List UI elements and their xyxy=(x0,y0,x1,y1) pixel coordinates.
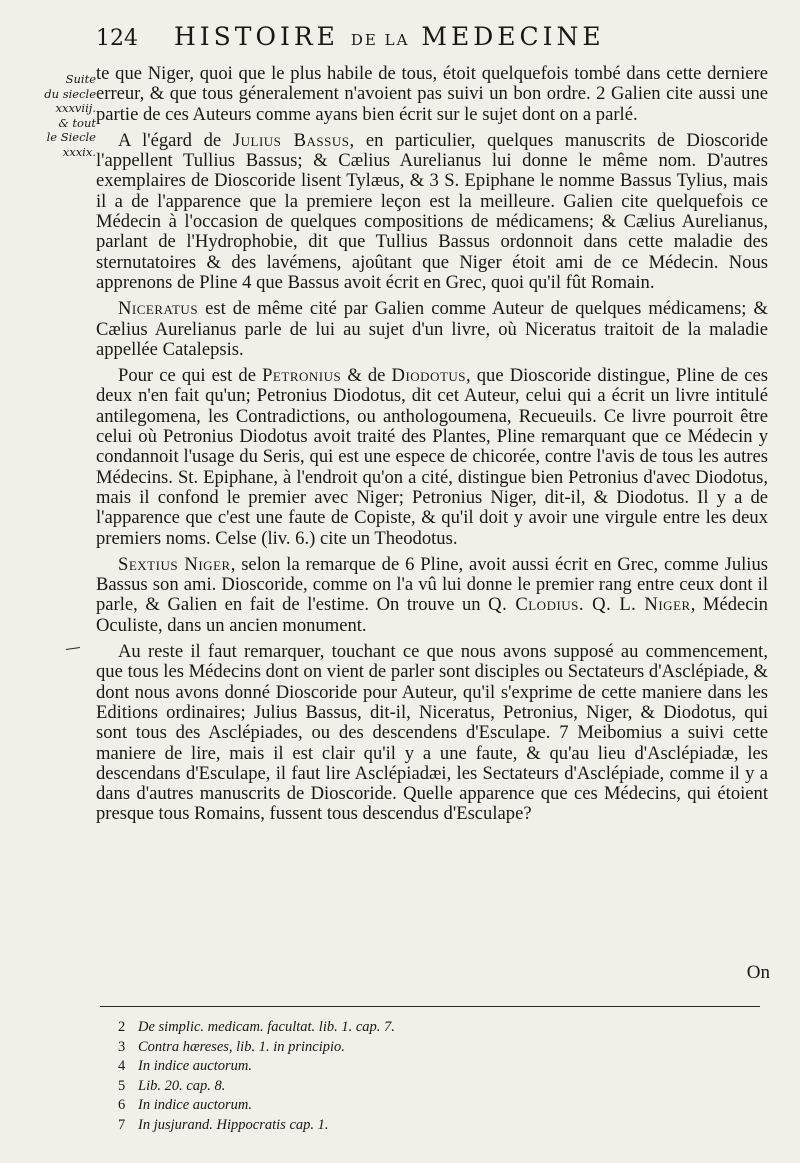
footnote xyxy=(118,1077,718,1097)
footnote xyxy=(118,1038,718,1058)
running-title xyxy=(174,22,605,51)
paragraph-4-rest: , que Dioscoride distingue, Pline de ces deux n'en fait qu'un; Petronius Diodotus, dit cet Auteur, celui qui a écrit un livre intitulé antilegomena, les Contradictions, ou anthologoumena, Recueuils. Ce livre pourroit être celui où Petronius Diodotus avoit traité des Plantes, Pline remarquant que ce Médecin y condannoit l'usage du Seris, qui est une espece de chicorée, contre l'avis de tous les autres Médecins. St. Epiphane, à l'endroit qu'on a cité, distingue bien Petronius d'avec Diodotus, mais il confond le premier avec Niger; Petronius Niger, dit-il, & Diodotus. Il y a de l'apparence que c'est une faute de Copiste, & qu'il doit y avoir une virgule entre les deux premiers noms. Celse (liv. 6.) cite un Theodotus. xyxy=(96,365,768,549)
footnote-text: De simplic. medicam. facultat. lib. 1. cap. 7. xyxy=(138,1019,395,1035)
margin-note-line: le Siecle xyxy=(46,130,96,144)
paragraph-5 xyxy=(96,555,768,636)
margin-note-line: Suite xyxy=(65,72,96,86)
footnote xyxy=(118,1018,718,1038)
paragraph-2 xyxy=(96,131,768,293)
footnote-text: In jusjurand. Hippocratis cap. 1. xyxy=(138,1116,329,1133)
margin-note-line: xxxviij. xyxy=(55,101,96,115)
footnote-rule xyxy=(100,1006,760,1007)
footnote-number: 7 xyxy=(118,1116,126,1133)
name-q-clodius: Q. Clodius. Q. L. Niger xyxy=(488,594,691,616)
paragraph-4 xyxy=(96,366,768,549)
paragraph-4-amp: & de xyxy=(341,365,392,387)
footnote-number: 6 xyxy=(118,1097,126,1114)
footnote-text: In indice auctorum. xyxy=(138,1097,252,1114)
body-text xyxy=(96,64,768,825)
footnote-number: 4 xyxy=(118,1058,126,1075)
paragraph-2-rest: , en particulier, quelques manuscrits de Dioscoride l'appellent Tullius Bassus; & Cælius Aurelianus lui donne le même nom. D'autres exemplaires de Dioscoride lisent Tylæus, & 3 S. Epiphane le nomme Bassus Tylius, mais il a de l'apparence que la premiere leçon est la meilleure. Galien cite quelquefois ce Médecin à l'occasion de quelques compositions de médicamens; & Cælius Aurelianus, parlant de l'Hydrophobie, dit que Tullius Bassus ordonnoit dans cette maladie des sternutatoires & des lavémens, ajoûtant que Niger étoit ami de ce Médecin. Nous apprenons de Pline 4 que Bassus avoit écrit en Grec, quoi qu'il fût Romain. xyxy=(96,129,769,293)
footnote xyxy=(118,1057,718,1077)
catchword: On xyxy=(746,962,770,983)
running-header xyxy=(96,22,760,62)
footnote-number: 2 xyxy=(118,1019,126,1035)
footnote-text: Contra hæreses, lib. 1. in principio. xyxy=(138,1038,345,1055)
page-number: 124 xyxy=(96,26,138,51)
name-niceratus: Niceratus xyxy=(118,298,199,320)
name-petronius: Petronius xyxy=(262,365,342,387)
margin-note xyxy=(16,72,96,159)
footnote xyxy=(118,1116,718,1136)
footnotes xyxy=(118,1018,718,1136)
paragraph-3 xyxy=(96,299,768,360)
footnote-number: 3 xyxy=(118,1038,126,1055)
margin-note-line: & tout xyxy=(58,115,96,130)
footnote-text: In indice auctorum. xyxy=(138,1058,252,1075)
margin-note-line: xxxix. xyxy=(62,144,96,159)
footnote xyxy=(118,1096,718,1116)
name-julius-bassus: Julius Bassus xyxy=(232,129,350,151)
running-title-de: DE LA xyxy=(350,31,410,49)
paragraph-3-rest: est de même cité par Galien comme Auteur de quelques médicamens; & Cælius Aurelianus parle de lui au sujet d'un livre, où Niceratus traitoit de la maladie appellée Catalepsis. xyxy=(96,298,768,360)
margin-note-line: du siecle xyxy=(44,86,96,101)
margin-dash-mark xyxy=(66,647,80,650)
name-diodotus: Diodotus xyxy=(391,365,467,387)
paragraph-5-end: , Médecin Oculiste, dans un ancien monument. xyxy=(96,594,768,636)
running-title-part1: HISTOIRE xyxy=(174,22,339,51)
running-title-part2: MEDECINE xyxy=(421,22,605,51)
paragraph-2-start: A l'égard de xyxy=(118,129,222,151)
footnote-number: 5 xyxy=(118,1077,126,1094)
footnote-text: Lib. 20. cap. 8. xyxy=(138,1077,226,1094)
paragraph-1: te que Niger, quoi que le plus habile de tous, étoit quelquefois tombé dans cette derniere erreur, & que tous géneralement n'avoient pas suivi un bon ordre. 2 Galien cite aussi une partie de ces Auteurs comme ayans bien écrit sur le sujet dont on a parlé. xyxy=(96,63,768,125)
paragraph-5-mid: , selon la remarque de 6 Pline, avoit aussi écrit en Grec, comme Julius Bassus son ami. Dioscoride, comme on l'a vû lui donne le premier rang entre ceux dont il parle, & Galien en fait de l'estime. On trouve un xyxy=(96,553,768,616)
paragraph-4-start: Pour ce qui est de xyxy=(118,365,256,387)
paragraph-6: Au reste il faut remarquer, touchant ce que nous avons supposé au commencement, que tous les Médecins dont on vient de parler sont disciples ou Sectateurs d'Asclépiade, & dont nous avons donné Dioscoride pour Auteur, qu'il s'exprime de cette maniere dans les Editions ordinaires; Julius Bassus, dit-il, Niceratus, Petronius, Niger, & Diodotus, qui sont tous des Asclépiades, ou des descendens d'Esculape. 7 Meibomius a suivi cette maniere de lire, mais il est clair qu'il y a une faute, & qu'au lieu d'Asclépiadæ, les descendans d'Esculape, il faut lire Asclépiadæi, les Sectateurs d'Asclépiade, comme il y a dans d'autres manuscrits de Dioscoride. Quelle apparence que ces Médecins, qui étoient presque tous Romains, fussent tous descendus d'Esculape? xyxy=(96,641,768,825)
name-sextius-niger: Sextius Niger xyxy=(118,553,231,575)
